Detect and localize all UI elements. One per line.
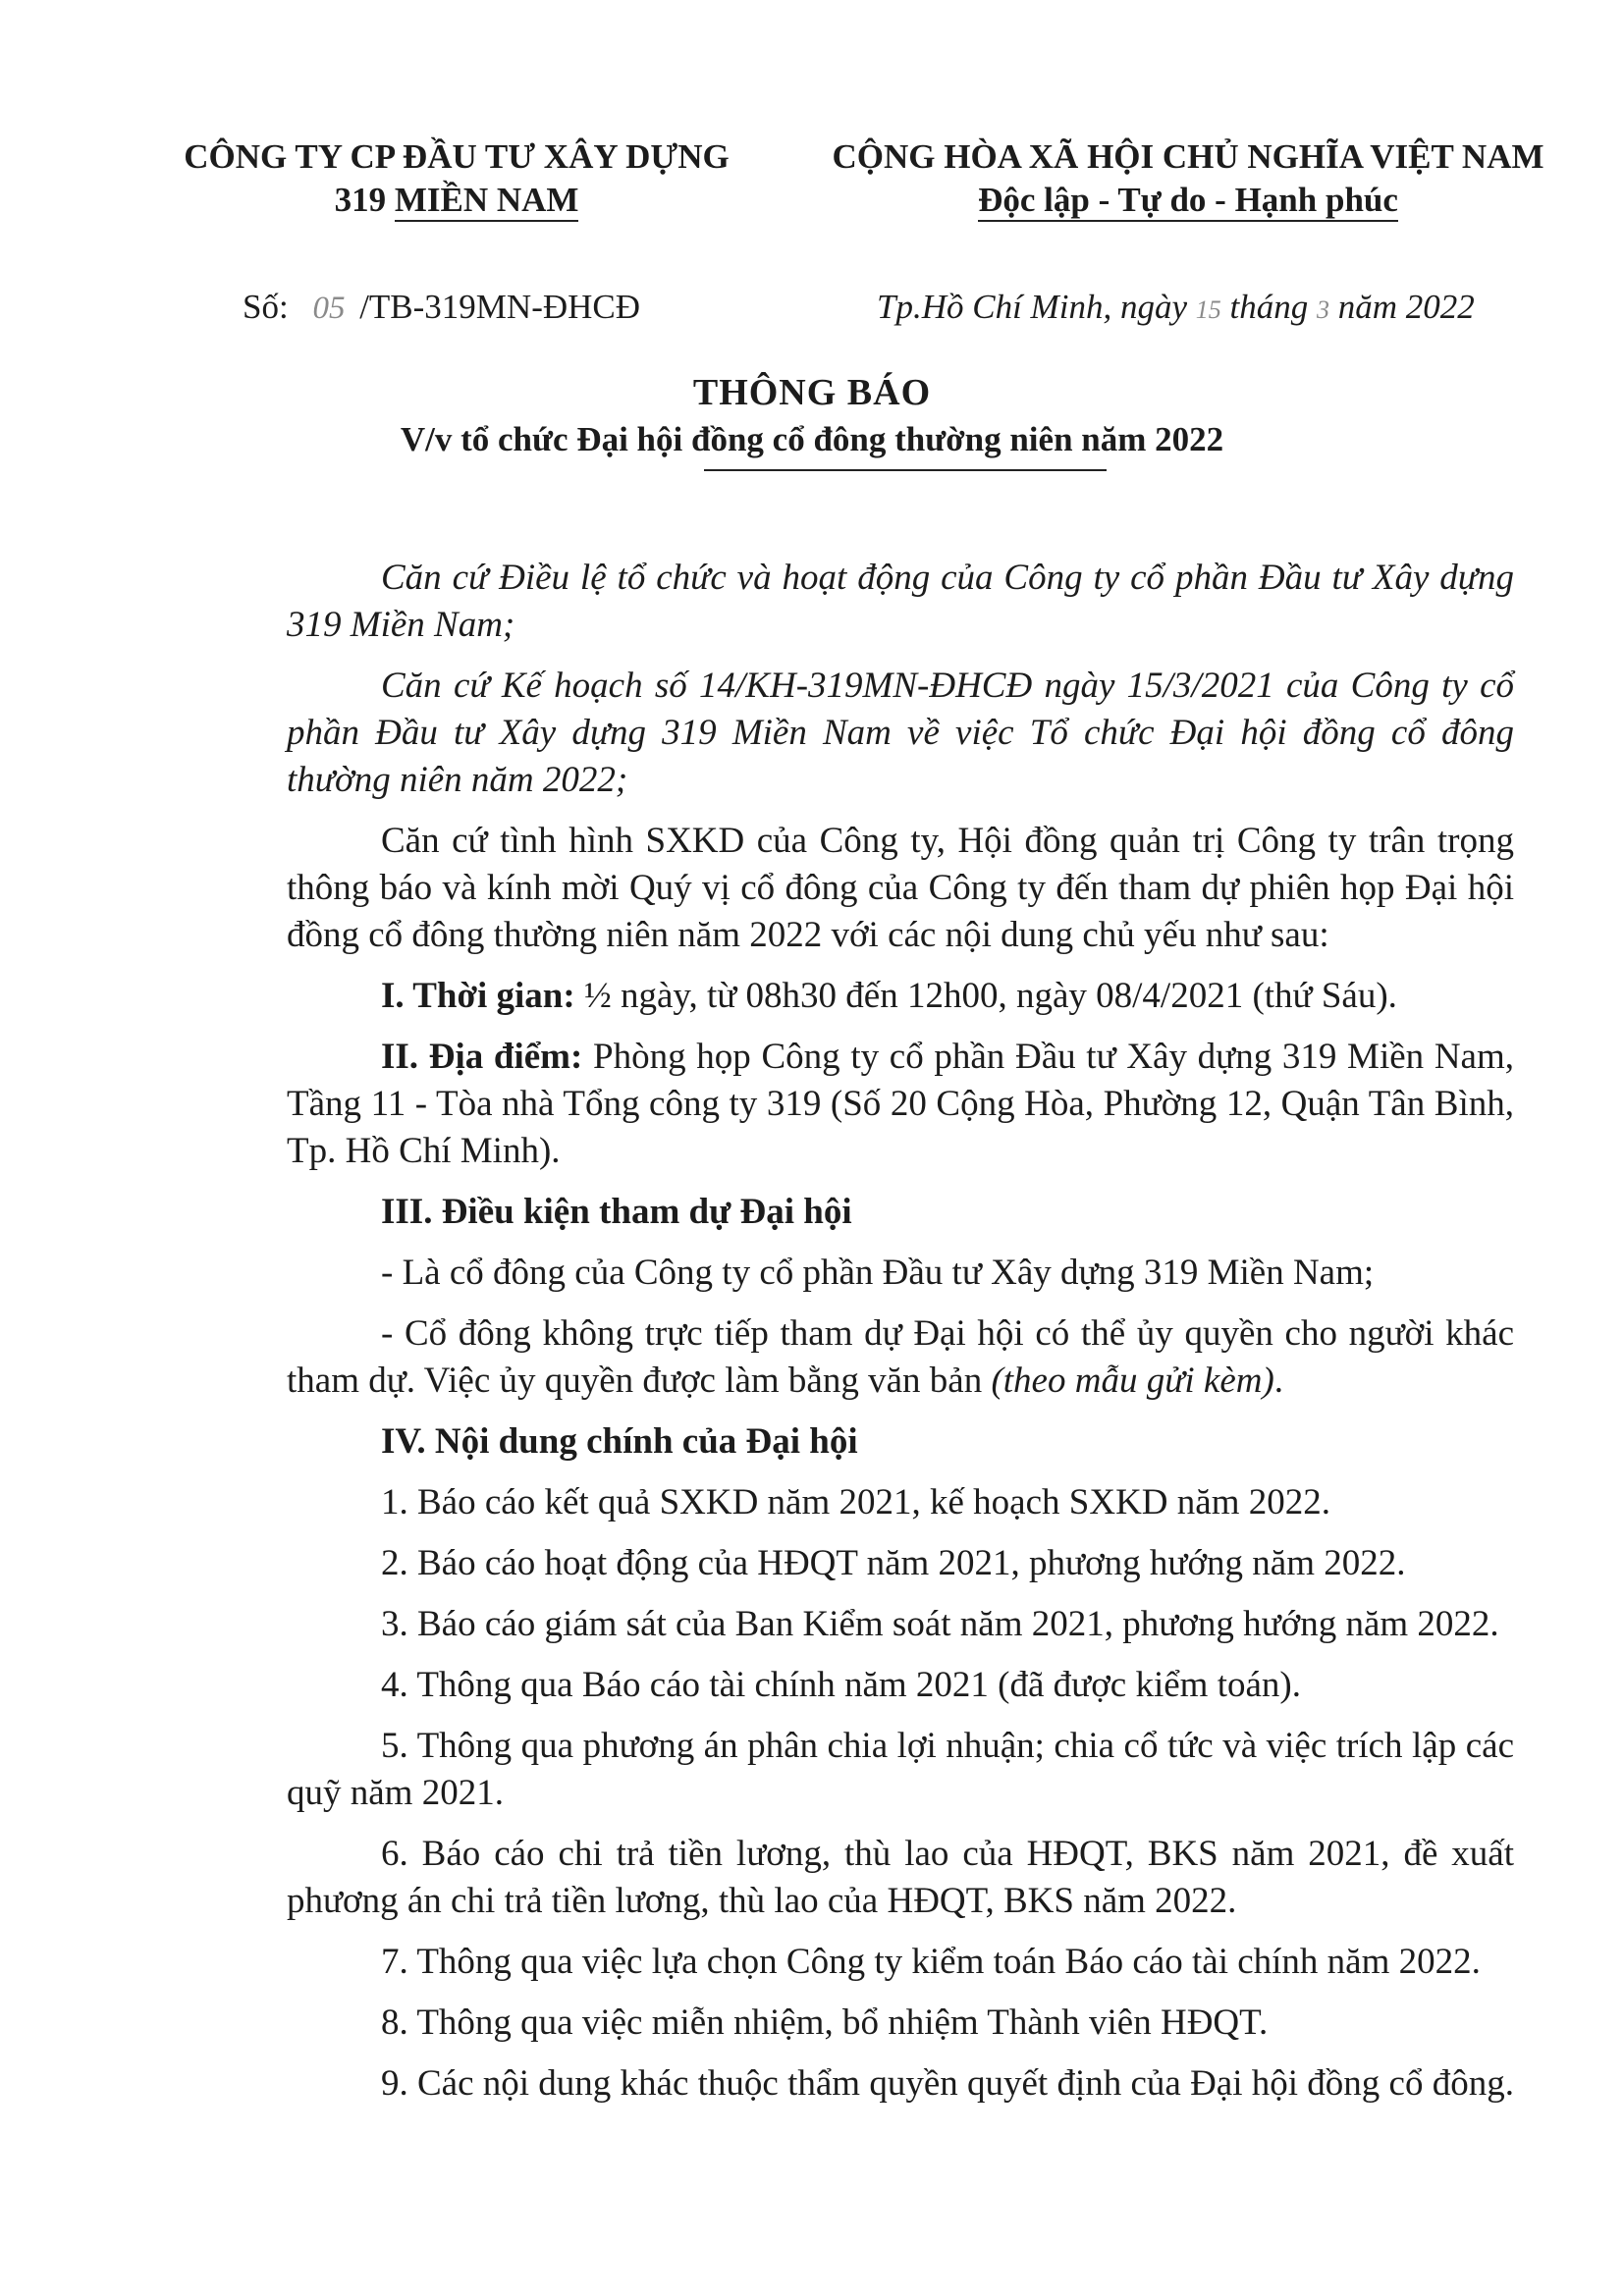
preamble-1: Căn cứ Điều lệ tổ chức và hoạt động của Công ty cổ phần Đầu tư Xây dựng 319 Miền Nam; [287, 558, 1514, 645]
company-name-prefix: 319 [334, 181, 395, 219]
document-title: THÔNG BÁO [692, 372, 932, 413]
document-number [243, 288, 640, 327]
dateline-day: 15 [1195, 295, 1221, 324]
motto: Độc lập - Tự do - Hạnh phúc [815, 179, 1561, 222]
company-name-line2 [147, 179, 766, 222]
country-name: CỘNG HÒA XÃ HỘI CHỦ NGHĨA VIỆT NAM [832, 137, 1544, 176]
condition-item-1: - Là cổ đông của Công ty cổ phần Đầu tư Xây dựng 319 Miền Nam; [381, 1253, 1375, 1293]
condition-item-2: - Cổ đông không trực tiếp tham dự Đại hội có thể ủy quyền cho người khác tham dự. Việc ủy quyền được làm bằng văn bản (theo mẫu gửi kèm). [287, 1313, 1514, 1401]
dateline [877, 288, 1475, 327]
national-motto-block [815, 135, 1561, 222]
dateline-year: năm 2022 [1337, 288, 1475, 326]
company-name: CÔNG TY CP ĐẦU TƯ XÂY DỰNG [184, 137, 730, 176]
condition-note: (theo mẫu gửi kèm) [991, 1361, 1274, 1401]
agenda-item: 5. Thông qua phương án phân chia lợi nhuận; chia cổ tức và việc trích lập các quỹ năm 2021. [287, 1726, 1514, 1813]
section-place-text: Phòng họp Công ty cổ phần Đầu tư Xây dựng 319 Miền Nam, Tầng 11 - Tòa nhà Tổng công ty 319 (Số 20 Cộng Hòa, Phường 12, Quận Tân Bình, Tp. Hồ Chí Minh). [287, 1037, 1514, 1171]
company-name-block [147, 135, 766, 222]
agenda-item: 9. Các nội dung khác thuộc thẩm quyền quyết định của Đại hội đồng cổ đông. [381, 2063, 1514, 2104]
section-time-text: ½ ngày, từ 08h30 đến 12h00, ngày 08/4/2021 (thứ Sáu). [574, 976, 1397, 1016]
section-time-label: I. Thời gian: [381, 976, 575, 1016]
agenda-item: 6. Báo cáo chi trả tiền lương, thù lao của HĐQT, BKS năm 2021, đề xuất phương án chi trả tiền lương, thù lao của HĐQT, BKS năm 2022. [287, 1834, 1514, 1921]
document-number-suffix: /TB-319MN-ĐHCĐ [359, 288, 641, 326]
section-conditions-heading: III. Điều kiện tham dự Đại hội [381, 1192, 852, 1232]
agenda-item: 3. Báo cáo giám sát của Ban Kiểm soát năm 2021, phương hướng năm 2022. [381, 1604, 1499, 1644]
dateline-place: Tp.Hồ Chí Minh, ngày [877, 288, 1187, 326]
preamble-2: Căn cứ Kế hoạch số 14/KH-319MN-ĐHCĐ ngày 15/3/2021 của Công ty cổ phần Đầu tư Xây dựng 319 Miền Nam về việc Tổ chức Đại hội đồng cổ đông thường niên năm 2022; [287, 666, 1514, 800]
intro-paragraph: Căn cứ tình hình SXKD của Công ty, Hội đồng quản trị Công ty trân trọng thông báo và kính mời Quý vị cổ đông của Công ty đến tham dự phiên họp Đại hội đồng cổ đông thường niên năm 2022 với các nội dung chủ yếu như sau: [287, 821, 1514, 955]
agenda-item: 2. Báo cáo hoạt động của HĐQT năm 2021, phương hướng năm 2022. [381, 1543, 1406, 1583]
agenda-item: 7. Thông qua việc lựa chọn Công ty kiểm toán Báo cáo tài chính năm 2022. [381, 1942, 1481, 1982]
agenda-item: 4. Thông qua Báo cáo tài chính năm 2021 (đã được kiểm toán). [381, 1665, 1301, 1705]
agenda-list [287, 1479, 1514, 2108]
section-place-label: II. Địa điểm: [381, 1037, 583, 1077]
title-underline [704, 469, 1107, 471]
section-place [287, 1034, 1514, 1175]
document-body [287, 555, 1514, 2108]
document-subject: V/v tổ chức Đại hội đồng cổ đông thường niên năm 2022 [400, 420, 1224, 458]
agenda-item: 8. Thông qua việc miễn nhiệm, bổ nhiệm Thành viên HĐQT. [381, 2002, 1269, 2043]
document-number-label: Số: [243, 288, 289, 326]
agenda-item: 1. Báo cáo kết quả SXKD năm 2021, kế hoạch SXKD năm 2022. [381, 1482, 1330, 1522]
section-time [287, 973, 1514, 1020]
section-agenda-heading: IV. Nội dung chính của Đại hội [381, 1421, 858, 1462]
company-region: MIỀN NAM [395, 181, 579, 222]
dateline-month-label: tháng [1229, 288, 1309, 326]
dateline-month: 3 [1316, 295, 1329, 324]
document-number-handwritten: 05 [312, 291, 346, 326]
